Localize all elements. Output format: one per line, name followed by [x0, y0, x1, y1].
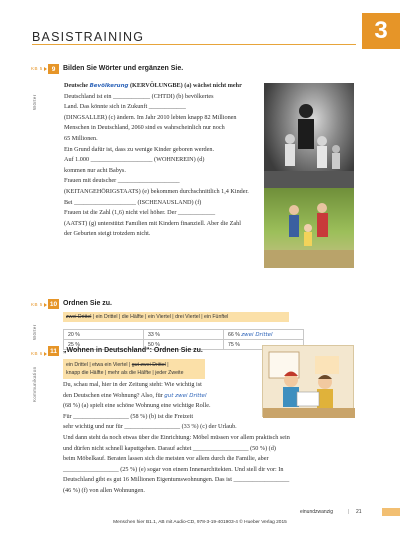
text-line: Und dann steht da noch etwas über die Einrichtung: Möbel müssen vor allem praktisch sein: [63, 433, 290, 441]
exercise-text: [64, 81, 264, 240]
table-row: [64, 330, 304, 340]
text-line: [63, 391, 363, 402]
text-line: (46 %) (f) von allen Wohnungen.: [63, 486, 145, 494]
text-segment: (KERVÖLUNGBE) (a) wächst nicht mehr: [128, 82, 242, 89]
word-box-options: knapp die Hälfte | mehr als die Hälfte | jeder Zweite: [66, 370, 184, 376]
text-line: Ein Grund dafür ist, dass zu wenige Kinder geboren werden.: [64, 145, 215, 153]
exercise-number: 11: [48, 346, 59, 356]
family-photo-historic: [264, 83, 354, 188]
handwritten-answer: gut zwei Drittel: [164, 392, 207, 399]
text-line: Deutschland ist ein ____________ (CHTDI) (b) bevölkertes: [64, 92, 214, 100]
word-box: [63, 359, 205, 379]
copyright-line: Menschen hier B1.1, AB mit Audio-CD, 978-3-19-401903-4 © Hueber Verlag 2015: [113, 520, 287, 525]
family-photo-modern: [264, 188, 354, 268]
table-cell: 20 %: [64, 330, 144, 340]
text-line: Für __________________ (58 %) (b) ist die Freizeit: [63, 412, 194, 420]
text-line: __________________ (25 %) (e) sogar von einem Innenarchitekten. Und stell dir vor: In: [63, 465, 284, 473]
skill-label: Kommunikation: [32, 366, 37, 402]
exercise-number: 9: [48, 64, 59, 74]
text-line: (KEITANGEHÖRIGSTAATS) (e) bekommen durchschnittlich 1,4 Kinder.: [64, 187, 249, 195]
kb-reference: KB 5: [31, 302, 47, 307]
text-line: Frauen mit deutscher ____________________: [64, 177, 180, 185]
table-cell: 66 % zwei Drittel: [224, 330, 304, 340]
word-box-used: zwei Drittel: [66, 314, 92, 320]
exercise-title: Ordnen Sie zu.: [63, 300, 113, 307]
skill-label: Wörter: [32, 324, 37, 340]
text-line: Land. Das könnte sich in Zukunft ____________: [64, 103, 186, 111]
page-number-word: einundzwanzig: [300, 509, 334, 515]
text-line: Du, schau mal, hier in der Zeitung steht: Wie wichtig ist: [63, 381, 202, 388]
table-cell: 25 %: [64, 340, 144, 350]
text-line: Auf 1.000 ____________________ (WOHNEREIN) (d): [64, 156, 205, 164]
handwritten-answer: zwei Drittel: [241, 331, 273, 338]
section-title: BASISTRAINING: [32, 30, 145, 44]
text-line: und dürfen nicht schnell kaputtgehen. Darauf achtet __________________ (50 %) (d): [63, 444, 276, 452]
word-box-used: gut zwei Drittel: [131, 362, 166, 368]
word-box-separator: |: [165, 362, 169, 368]
text-line: Deutschland gibt es gut 16 Millionen Eigentumswohnungen. Das ist __________________: [63, 476, 290, 484]
word-box-options: | ein Drittel | die Hälfte | ein Viertel | drei Viertel | ein Fünftel: [91, 314, 229, 320]
text-line: der Geburten steigt trotzdem nicht.: [64, 230, 151, 238]
table-cell: 50 %: [144, 340, 224, 350]
text-line: sehr wichtig und nur für __________________ (33 %) (c) der Urlaub.: [63, 423, 237, 431]
text-line: (DINGSALLER) (c) ändern. Im Jahr 2010 lebten knapp 82 Millionen: [64, 113, 237, 121]
text-line: Bei ____________________ (ISCHENAUSLAND) (f): [64, 198, 202, 206]
page-number: 21: [356, 509, 362, 515]
text-line: (68 %) (a) spielt eine schöne Wohnung eine wichtige Rolle.: [63, 402, 211, 410]
handwritten-answer: Bevölkerung: [89, 83, 129, 89]
exercise-title: Bilden Sie Wörter und ergänzen Sie.: [63, 65, 184, 72]
kb-reference: KB 5: [31, 66, 47, 71]
text-segment: den Deutschen eine Wohnung? Also, für: [63, 391, 165, 399]
chapter-number: 3: [362, 13, 400, 49]
exercise-title: „Wohnen in Deutschland“: Ordnen Sie zu.: [63, 347, 203, 354]
exercise-number: 10: [49, 300, 58, 308]
exercise-text: [63, 380, 363, 497]
footer-separator: |: [348, 509, 350, 515]
text-line: (AATST) (g) unterstützt Familien mit Kindern finanziell. Aber die Zahl: [64, 219, 241, 227]
word-box-options: ein Drittel | etwa ein Viertel |: [66, 362, 132, 368]
skill-label: Wörter: [32, 94, 37, 110]
table-cell: 75 %: [224, 340, 304, 350]
page-tab: [382, 508, 400, 516]
header-rule: [32, 44, 356, 45]
text-segment: Deutsche: [64, 82, 90, 89]
text-line: [64, 81, 264, 92]
text-line: beim Möbelkauf. Beraten lassen sich die meisten vor allem durch die Familie, aber: [63, 455, 269, 463]
text-line: kommen nur acht Babys.: [64, 166, 126, 174]
text-line: 65 Millionen.: [64, 134, 98, 142]
word-box: [63, 312, 289, 322]
text-line: Frauen ist die Zahl (1,6) nicht viel höher. Der ____________: [64, 209, 216, 217]
text-line: Menschen in Deutschland, 2060 sind es wahrscheinlich nur noch: [64, 124, 225, 132]
table-cell: 33 %: [144, 330, 224, 340]
kb-reference: KB 6: [31, 351, 47, 356]
